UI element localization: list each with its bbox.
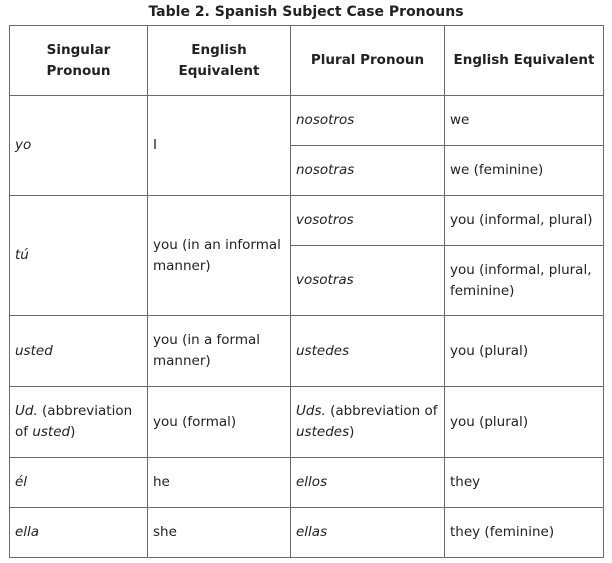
cell-uds-close: ) [349, 424, 355, 440]
cell-nosotros: nosotros [291, 96, 445, 146]
cell-ud-english: you (formal) [148, 387, 291, 458]
cell-ellas-english: they (feminine) [445, 508, 604, 558]
cell-usted: usted [10, 316, 148, 387]
cell-uds [291, 387, 445, 458]
header-singular-english: English Equivalent [148, 26, 291, 96]
table-caption: Table 2. Spanish Subject Case Pronouns [148, 4, 464, 20]
cell-ustedes-english: you (plural) [445, 316, 604, 387]
cell-ustedes: ustedes [291, 316, 445, 387]
cell-ud-text: (abbreviation of [15, 403, 133, 440]
cell-vosotros: vosotros [291, 196, 445, 246]
cell-uds-english: you (plural) [445, 387, 604, 458]
table-row [10, 508, 604, 558]
cell-ellas: ellas [291, 508, 445, 558]
header-plural-english: English Equivalent [445, 26, 604, 96]
header-row [10, 26, 604, 96]
table-row [10, 387, 604, 458]
cell-tu-english: you (in an informal manner) [148, 196, 291, 316]
table-row [10, 196, 604, 246]
header-plural-pronoun: Plural Pronoun [291, 26, 445, 96]
cell-ud-ref: usted [32, 424, 71, 440]
cell-ellos: ellos [291, 458, 445, 508]
cell-uds-ref: ustedes [296, 424, 350, 440]
table-row [10, 458, 604, 508]
header-singular-pronoun: Singular Pronoun [10, 26, 148, 96]
cell-nosotros-english: we [445, 96, 604, 146]
cell-usted-english: you (in a formal manner) [148, 316, 291, 387]
cell-vosotros-english: you (informal, plural) [445, 196, 604, 246]
cell-yo: yo [10, 96, 148, 196]
cell-ud-close: ) [70, 424, 76, 440]
table-row [10, 316, 604, 387]
cell-el-english: he [148, 458, 291, 508]
cell-uds-text: (abbreviation of [325, 403, 438, 419]
cell-el: él [10, 458, 148, 508]
cell-ella: ella [10, 508, 148, 558]
table-row [10, 96, 604, 146]
cell-ud [10, 387, 148, 458]
pronoun-table [9, 25, 604, 558]
cell-tu: tú [10, 196, 148, 316]
cell-yo-english: I [148, 96, 291, 196]
cell-ud-abbr: Ud. [15, 403, 38, 419]
cell-nosotras: nosotras [291, 146, 445, 196]
cell-vosotras: vosotras [291, 246, 445, 316]
cell-uds-abbr: Uds. [296, 403, 326, 419]
cell-ellos-english: they [445, 458, 604, 508]
cell-nosotras-english: we (feminine) [445, 146, 604, 196]
cell-ella-english: she [148, 508, 291, 558]
cell-vosotras-english: you (informal, plural, feminine) [445, 246, 604, 316]
